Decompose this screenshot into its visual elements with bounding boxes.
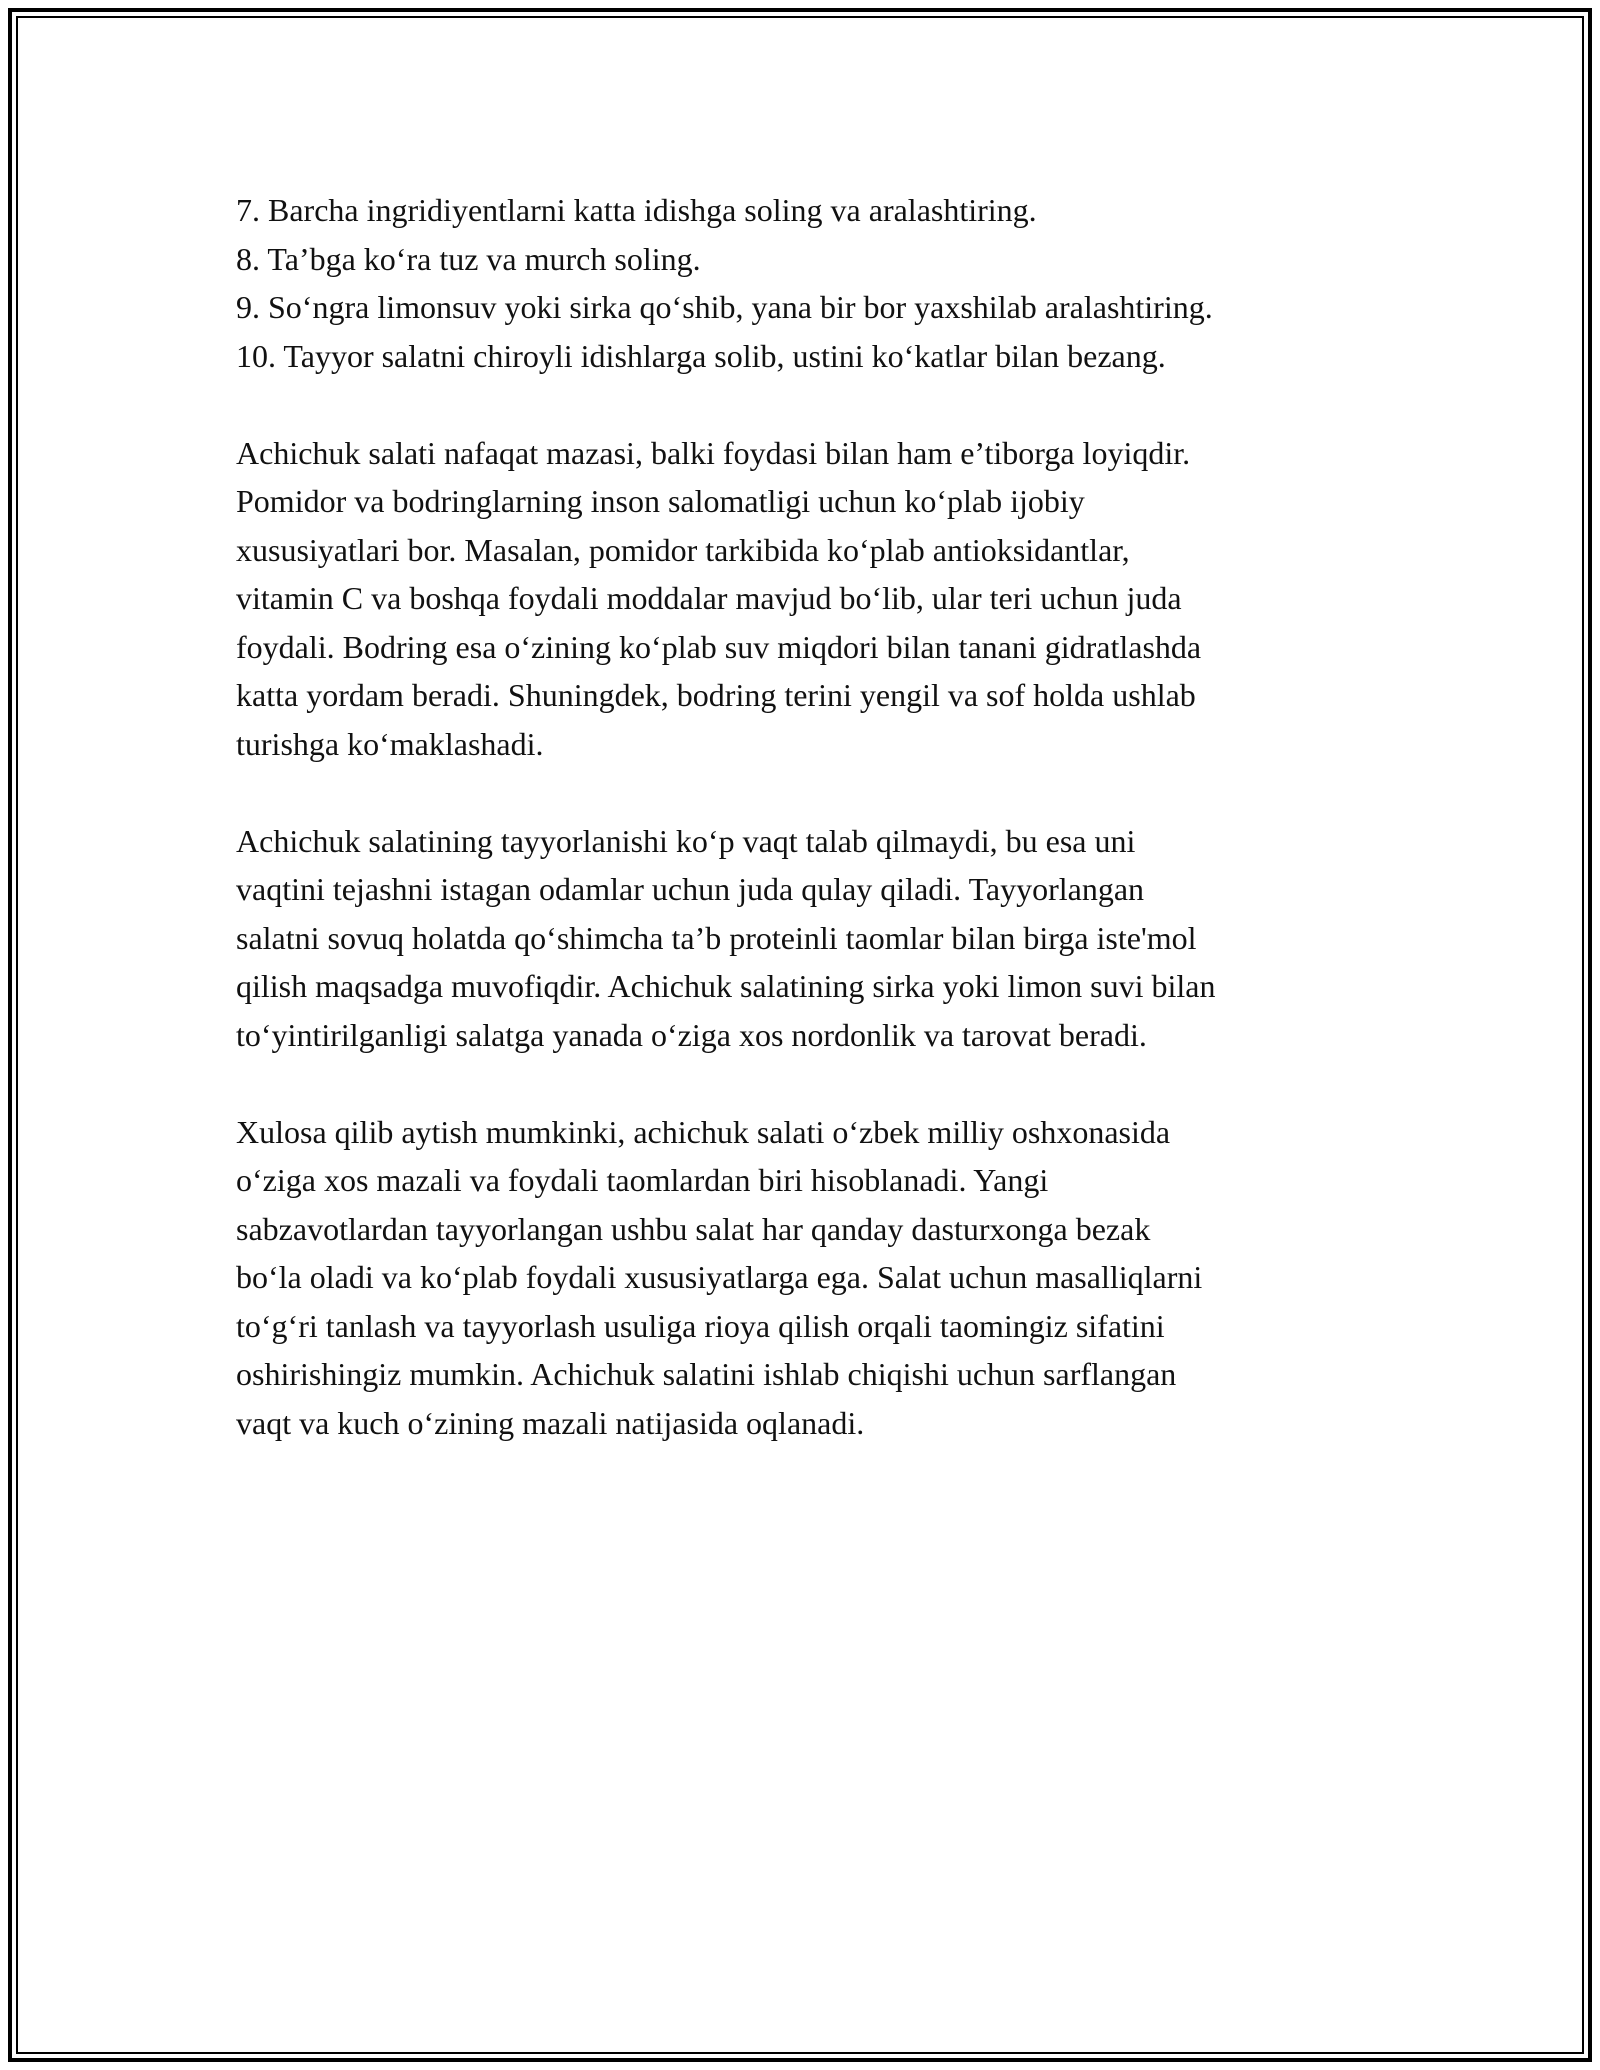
paragraph-line: to‘yintirilganligi salatga yanada o‘ziga xos nordonlik va tarovat beradi. — [236, 1016, 1147, 1053]
document-body — [236, 186, 1386, 1447]
step-7: 7. Barcha ingridiyentlarni katta idishga soling va aralashtiring. — [236, 192, 1037, 228]
paragraph-line: Xulosa qilib aytish mumkinki, achichuk salati o‘zbek milliy oshxonasida — [236, 1113, 1171, 1150]
step-8: 8. Ta’bga ko‘ra tuz va murch soling. — [236, 240, 701, 277]
paragraph-line: oshirishingiz mumkin. Achichuk salatini ishlab chiqishi uchun sarflangan — [236, 1356, 1177, 1392]
paragraph-benefits — [236, 429, 1386, 769]
paragraph-line: sabzavotlardan tayyorlangan ushbu salat har qanday dasturxonga bezak — [236, 1210, 1151, 1247]
paragraph-preparation — [236, 817, 1386, 1060]
paragraph-line: vitamin C va boshqa foydali moddalar mavjud bo‘lib, ular teri uchun juda — [236, 580, 1182, 616]
step-9: 9. So‘ngra limonsuv yoki sirka qo‘shib, yana bir bor yaxshilab aralashtiring. — [236, 289, 1213, 325]
paragraph-conclusion — [236, 1108, 1386, 1448]
paragraph-line: salatni sovuq holatda qo‘shimcha ta’b proteinli taomlar bilan birga iste'mol — [236, 919, 1197, 956]
paragraph-line: Achichuk salati nafaqat mazasi, balki foydasi bilan ham e’tiborga loyiqdir. — [236, 434, 1191, 471]
paragraph-line: vaqtini tejashni istagan odamlar uchun juda qulay qiladi. Tayyorlangan — [236, 871, 1145, 907]
paragraph-line: foydali. Bodring esa o‘zining ko‘plab suv miqdori bilan tanani gidratlashda — [236, 628, 1202, 665]
paragraph-line: katta yordam beradi. Shuningdek, bodring terini yengil va sof holda ushlab — [236, 677, 1196, 713]
paragraph-line: xususiyatlari bor. Masalan, pomidor tarkibida ko‘plab antioksidantlar, — [236, 531, 1130, 568]
paragraph-line: turishga ko‘maklashadi. — [236, 725, 544, 762]
paragraph-line: to‘g‘ri tanlash va tayyorlash usuliga rioya qilish orqali taomingiz sifatini — [236, 1307, 1165, 1344]
paragraph-line: Pomidor va bodringlarning inson salomatligi uchun ko‘plab ijobiy — [236, 483, 1085, 519]
recipe-steps-list — [236, 186, 1386, 380]
paragraph-line: qilish maqsadga muvofiqdir. Achichuk salatining sirka yoki limon suvi bilan — [236, 968, 1216, 1004]
paragraph-line: Achichuk salatining tayyorlanishi ko‘p vaqt talab qilmaydi, bu esa uni — [236, 822, 1136, 859]
step-10: 10. Tayyor salatni chiroyli idishlarga solib, ustini ko‘katlar bilan bezang. — [236, 337, 1166, 374]
paragraph-line: vaqt va kuch o‘zining mazali natijasida oqlanadi. — [236, 1404, 865, 1441]
paragraph-line: bo‘la oladi va ko‘plab foydali xususiyatlarga ega. Salat uchun masalliqlarni — [236, 1259, 1203, 1295]
paragraph-line: o‘ziga xos mazali va foydali taomlardan biri hisoblanadi. Yangi — [236, 1162, 1049, 1198]
